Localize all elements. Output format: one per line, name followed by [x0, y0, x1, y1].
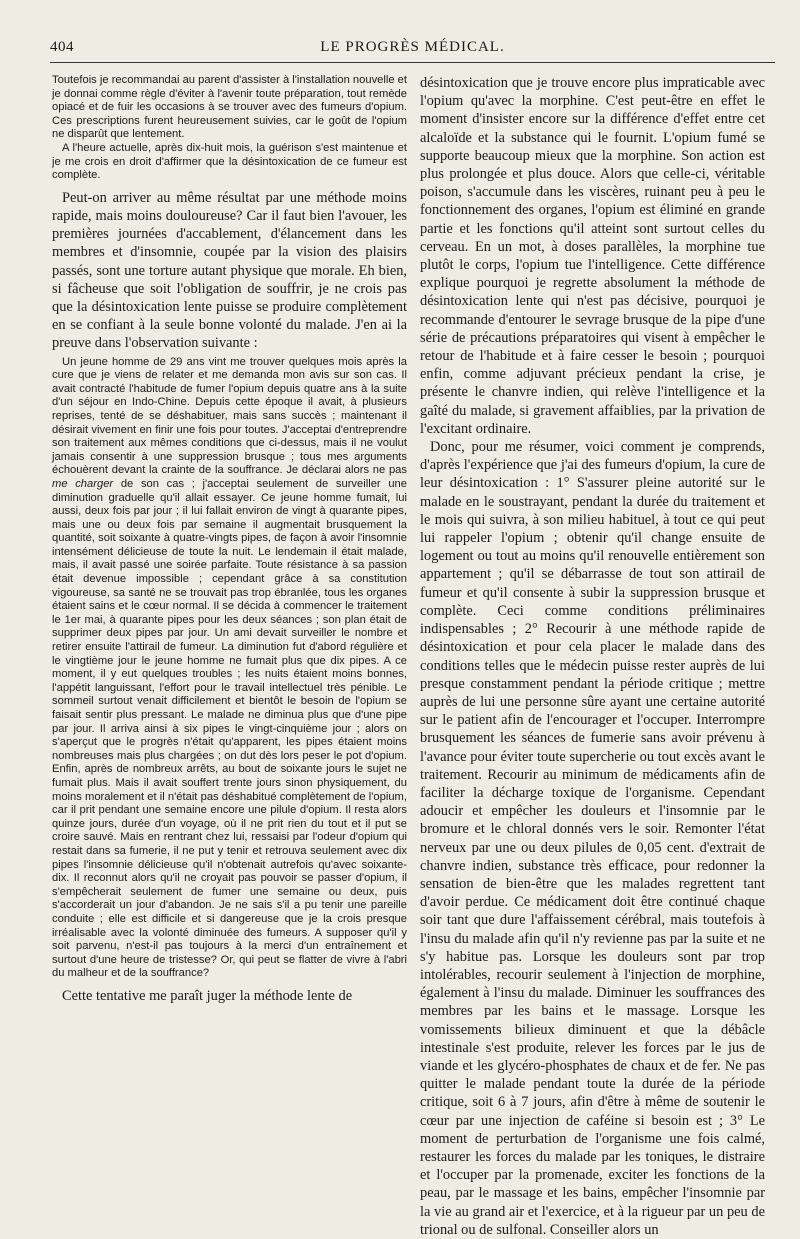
page-header	[50, 34, 775, 63]
left-column	[52, 74, 407, 1104]
paragraph-second-observation	[52, 356, 407, 981]
observation-text-start: Un jeune homme de 29 ans vint me trouver quelques mois après la cure que je viens de relater et me demanda mon avis sur son cas. Il avait contracté l'habitude de fumer l'opium depuis quatre ans à la suite d'un séjour en Indo-Chine. Depuis cette époque il avait, à plusieurs reprises, tenté de se déshabituer, mais sans succès ; maintenant il désirait vivement en finir une fois pour toutes. J'acceptai d'entreprendre son traitement aux mêmes conditions que ci-dessus, mais il ne voulut jamais consentir à une suppression brusque ; tous mes arguments échouèrent devant la crainte de la souffrance. Je déclarai alors ne pas	[52, 355, 407, 477]
paragraph-current-status: A l'heure actuelle, après dix-huit mois, la guérison s'est maintenue et je me crois en droit d'affirmer que la désintoxication de ce fumeur est complète.	[52, 141, 407, 182]
observation-emphasis: me charger	[52, 477, 114, 490]
paragraph-treatment-summary: Donc, pour me résumer, voici comment je comprends, d'après l'expérience que j'ai des fumeurs d'opium, la cure de leur désintoxication : 1° S'assurer pleine autorité sur le malade en le soustrayant, pendant la durée du traitement et le mois qui suivra, à son milieu habituel, à tout ce qui peut lui rappeler l'opium ; obtenir qu'il change ensuite de logement ou tout au moins qu'il renouvelle entièrement son appartement ; qu'il se débarrasse de tout son attirail de fumeur et qu'il consente à subir la suppression brusque et complète. Ceci comme conditions préliminaires indispensables ; 2° Recourir à une méthode rapide de désintoxication et pour cela placer le malade dans des conditions telles que le médecin puisse rester auprès de lui presque constamment pendant la période critique ; mettre auprès de lui une personne sûre ayant une certaine autorité sur le patient afin de l'encourager et l'occuper. Interrompre brusquement les séances de fumerie sans avoir prévenu à l'avance pour éviter toute supercherie ou tout excès avant le traitement. Recourir au minimum de médicaments afin de faciliter la décharge toxique de l'organisme. Cependant adoucir et empêcher les douleurs et l'insomnie par le bromure et le chloral donnés vers le soir. Remonter l'état nerveux par une ou deux pilules de 0,05 cent. d'extrait de chanvre indien, substance très efficace, pour redonner la sensation de bien-être que les malades regrettent tant d'avoir perdue. Ce médicament doit être continué chaque soir tant que dure l'affaissement cérébral, mais toutefois à l'insu du malade afin qu'il n'y revienne pas par la suite et ne s'y habitue pas. Lorsque les douleurs sont par trop intolérables, recourir seulement à l'injection de morphine, également à l'insu du malade. Diminuer les souffrances des membres par les bains et le massage. Lorsque les vomissements bilieux diminuent et que la débâcle intestinale s'est produite, relever les forces par le jus de viande et les glycéro-phosphates de chaux et de fer. Ne pas quitter le malade pendant toute la durée de la période critique, soit 6 à 7 jours, afin d'être à même de soutenir le cœur par une injection de caféine si besoin est ; 3° Le moment de perturbation de l'organisme une fois calmé, restaurer les forces du malade par les toniques, le distraire et l'occuper par la promenade, exciter les fonctions de la peau, par le massage et les bains, empêcher l'insomnie par la vie au grand air et l'exercice, et à la rigueur par un peu de trional ou de sulfonal. Conseiller alors un	[420, 439, 765, 1238]
observation-text-end: de son cas ; j'acceptai seulement de surveiller une diminution graduelle qu'il allait essayer. Ce jeune homme fumait, lui aussi, deux fois par jour ; il lui fallait environ de vingt à quarante pipes, mais une ou deux fois par semaine il augmentait brusquement la quantité, soit soixante à quatre-vingts pipes, de façon à avoir l'insomnie intensément délicieuse de toute la nuit. Le lendemain il était malade, mais, il avait passé une soirée parfaite. Toute résistance à sa passion était devenue impossible ; cependant grâce à sa constitution vigoureuse, sa santé ne se trouvait pas trop ébranlée, tous les organes étaient sains et le cœur normal. Il se décida à commencer le traitement le 1er mai, à quarante pipes pour les deux séances ; son plan était de supprimer deux pipes par jour. Un ami devait surveiller le nombre et retirer ensuite l'attirail de fumeur. La diminution fut d'abord régulière et le vingtième jour le jeune homme ne fumait plus que dix pipes. A ce moment, il y eut quelques troubles ; les nuits étaient moins bonnes, l'appétit languissant, l'effort pour le travail intellectuel très pénible. Le sommeil surtout venait difficilement et bientôt le besoin de l'opium se faisait sentir plus pressant. Le malade ne diminua plus que d'une pipe par jour. Il arriva ainsi à six pipes le vingt-cinquième jour ; alors on s'aperçut que le progrès n'était qu'apparent, les pipes étaient moins nombreuses mais plus chargées ; on dut dès lors peser le pot d'opium. Enfin, après de nombreux arrêts, au bout de soixante jours le sujet ne fumait plus. Mais il avait souffert trente jours sinon physiquement, du moins moralement et il n'était pas déshabitué complètement de l'opium, car il prit pendant une semaine encore une pilule d'opium. Il resta alors quinze jours, durée d'un voyage, où il ne prit rien du tout et il put se croire sauvé. Mais en rentrant chez lui, ressaisi par l'odeur d'opium qui restait dans sa fumerie, il ne put y tenir et retrouva seulement avec dix pipes l'insomnie délicieuse qu'il n'obtenait autrefois qu'avec soixante-dix. Il reconnut alors qu'il ne croyait pas pouvoir se passer d'opium, il s'empêcherait seulement de fumer une semaine ou deux, puis s'accorderait un jour d'abandon. Je ne sais s'il a pu tenir une pareille conduite ; elle est difficile et si dangereuse que je la crois presque irréalisable avec la volonté diminuée des fumeurs. A supposer qu'il y soit parvenu, n'est-il pas toujours à la merci d'un entraînement et surtout d'une heure de tristesse? Or, qui peut se flatter de vivre à l'abri du malheur et de la souffrance?	[52, 477, 407, 980]
paragraph-slow-method-judgment: Cette tentative me paraît juger la méthode lente de	[62, 987, 353, 1004]
right-column	[420, 74, 765, 1238]
paragraph-slow-method-question: Peut-on arriver au même résultat par une méthode moins rapide, mais moins douloureuse? Car il faut bien l'avouer, les premières journées d'accablement, d'élancement dans les membres et d'insomnie, coupée par la vision des plaisirs passés, sont une torture autant physique que morale. Eh bien, si fâcheuse que soit l'obligation de souffrir, je ne crois pas que la désintoxication lente puisse se produire complètement en se confiant à la seule bonne volonté du malade. J'en ai la preuve dans l'observation suivante :	[52, 189, 407, 352]
journal-title: LE PROGRÈS MÉDICAL.	[320, 39, 505, 55]
page-number: 404	[50, 39, 74, 55]
paragraph-conclusion-case: Toutefois je recommandai au parent d'assister à l'installation nouvelle et je donnai comme règle d'éviter à l'avenir toute préparation, tout remède opiacé et de fuir les occasions à se trouver avec des fumeurs d'opium. Ces prescriptions furent heureusement suivies, car le goût de l'opium ne disparût que lentement.	[52, 74, 408, 141]
paragraph-opium-vs-morphine: désintoxication que je trouve encore plus impraticable avec l'opium qu'avec la morphine. C'est peut-être en effet le moment d'insister encore sur la différence d'effet entre cet alcaloïde et la substance qui le fournit. L'opium fumé se supporte beaucoup mieux que la morphine. Son action est plus prolongée et plus douce. Alors que celle-ci, véritable poison, s'accumule dans les viscères, ruinant peu à peu le fonctionnement des organes, l'opium est éliminé en grande partie et les fonctions qu'il atteint sont surtout celles du cerveau. En un mot, à doses parallèles, la morphine tue plutôt le corps, l'opium tue l'intelligence. Cette différence explique pourquoi je regrette absolument la méthode de désintoxication lente qui n'est pas décisive, pourquoi je recommande d'entourer le sevrage brusque de la pipe d'une série de précautions préparatoires qui visent à empêcher le retour de l'habitude et à faire cesser le besoin ; pourquoi enfin, comme adjuvant précieux pendant la crise, je présente le chanvre indien, qui relève l'intelligence et la gaîté du malade, si gravement affaiblies, par la privation de l'excitant ordinaire.	[420, 75, 765, 437]
